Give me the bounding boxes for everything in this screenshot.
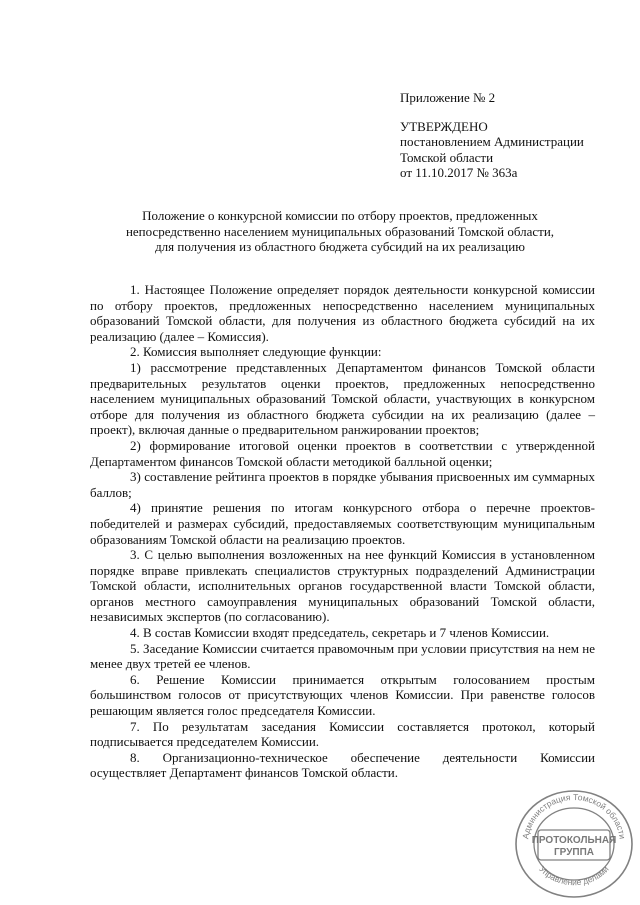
paragraph-7: 7. По результатам заседания Комиссии составляется протокол, который подписывается председателем Комиссии.	[90, 718, 595, 750]
paragraph-3: 3. С целью выполнения возложенных на нее функций Комиссия в установленном порядке вправе привлекать специалистов структурных подразделений Администрации Томской области, исполнительных органов государственной власти Томской области, органов местного самоуправления муниципальных образований Томской области, независимых экспертов (по согласованию).	[90, 547, 595, 625]
stamp-ring-top-text: Администрация Томской области	[520, 791, 628, 840]
approval-date: от 11.10.2017 № 363а	[400, 165, 518, 180]
paragraph-4: 4. В состав Комиссии входят председатель, секретарь и 7 членов Комиссии.	[130, 625, 550, 641]
approved-heading: УТВЕРЖДЕНО	[400, 118, 488, 134]
paragraph-5: 5. Заседание Комиссии считается правомочным при условии присутствия на нем не менее двух третей ее членов.	[90, 640, 595, 672]
document-title	[90, 208, 590, 255]
paragraph-6: 6. Решение Комиссии принимается открытым голосованием простым большинством голосов от присутствующих членов Комиссии. При равенстве голосов решающим является голос председателя Комиссии.	[90, 671, 595, 719]
title-line-1: Положение о конкурсной комиссии по отбору проектов, предложенных	[142, 208, 538, 223]
title-line-2: непосредственно населением муниципальных образований Томской области,	[125, 223, 555, 239]
approval-block	[400, 90, 635, 181]
paragraph-2: 2. Комиссия выполняет следующие функции:	[130, 344, 382, 360]
document-body	[90, 282, 595, 781]
stamp-line-1: ПРОТОКОЛЬНАЯ	[531, 835, 617, 846]
paragraph-1: 1. Настоящее Положение определяет порядок деятельности конкурсной комиссии по отбору проектов, предложенных непосредственно населением муниципальных образований Томской области, для получения из областного бюджета субсидий на их реализацию (далее – Комиссия).	[90, 282, 595, 344]
appendix-number: Приложение № 2	[400, 90, 496, 105]
title-line-3: для получения из областного бюджета субсидий на их реализацию	[155, 239, 525, 254]
approval-line-2: Томской области	[400, 149, 494, 165]
function-3: 3) составление рейтинга проектов в порядке убывания присвоенных им суммарных баллов;	[90, 469, 595, 500]
stamp-line-2: ГРУППА	[553, 847, 595, 858]
protocol-group-stamp	[512, 786, 636, 898]
stamp-ring-bottom-text: Управление делами	[537, 863, 611, 888]
function-2: 2) формирование итоговой оценки проектов в соответствии с утвержденной Департаментом финансов Томской области методикой балльной оценки;	[90, 437, 595, 469]
paragraph-8: 8. Организационно-техническое обеспечение деятельности Комиссии осуществляет Департамент финансов Томской области.	[90, 749, 595, 781]
function-1: 1) рассмотрение представленных Департаментом финансов Томской области предварительных результатов оценки проектов, предложенных непосредственно населением муниципальных образований Томской области, участвующих в конкурсном отборе для получения из областного бюджета субсидии на их реализацию (далее – проект), включая данные о предварительном ранжировании проектов;	[90, 359, 595, 438]
approval-line-1: постановлением Администрации	[400, 134, 584, 149]
function-4: 4) принятие решения по итогам конкурсного отбора о перечне проектов-победителей и размерах субсидий, предоставляемых соответствующим муниципальным образованиям Томской области на реализацию проектов.	[90, 500, 595, 547]
